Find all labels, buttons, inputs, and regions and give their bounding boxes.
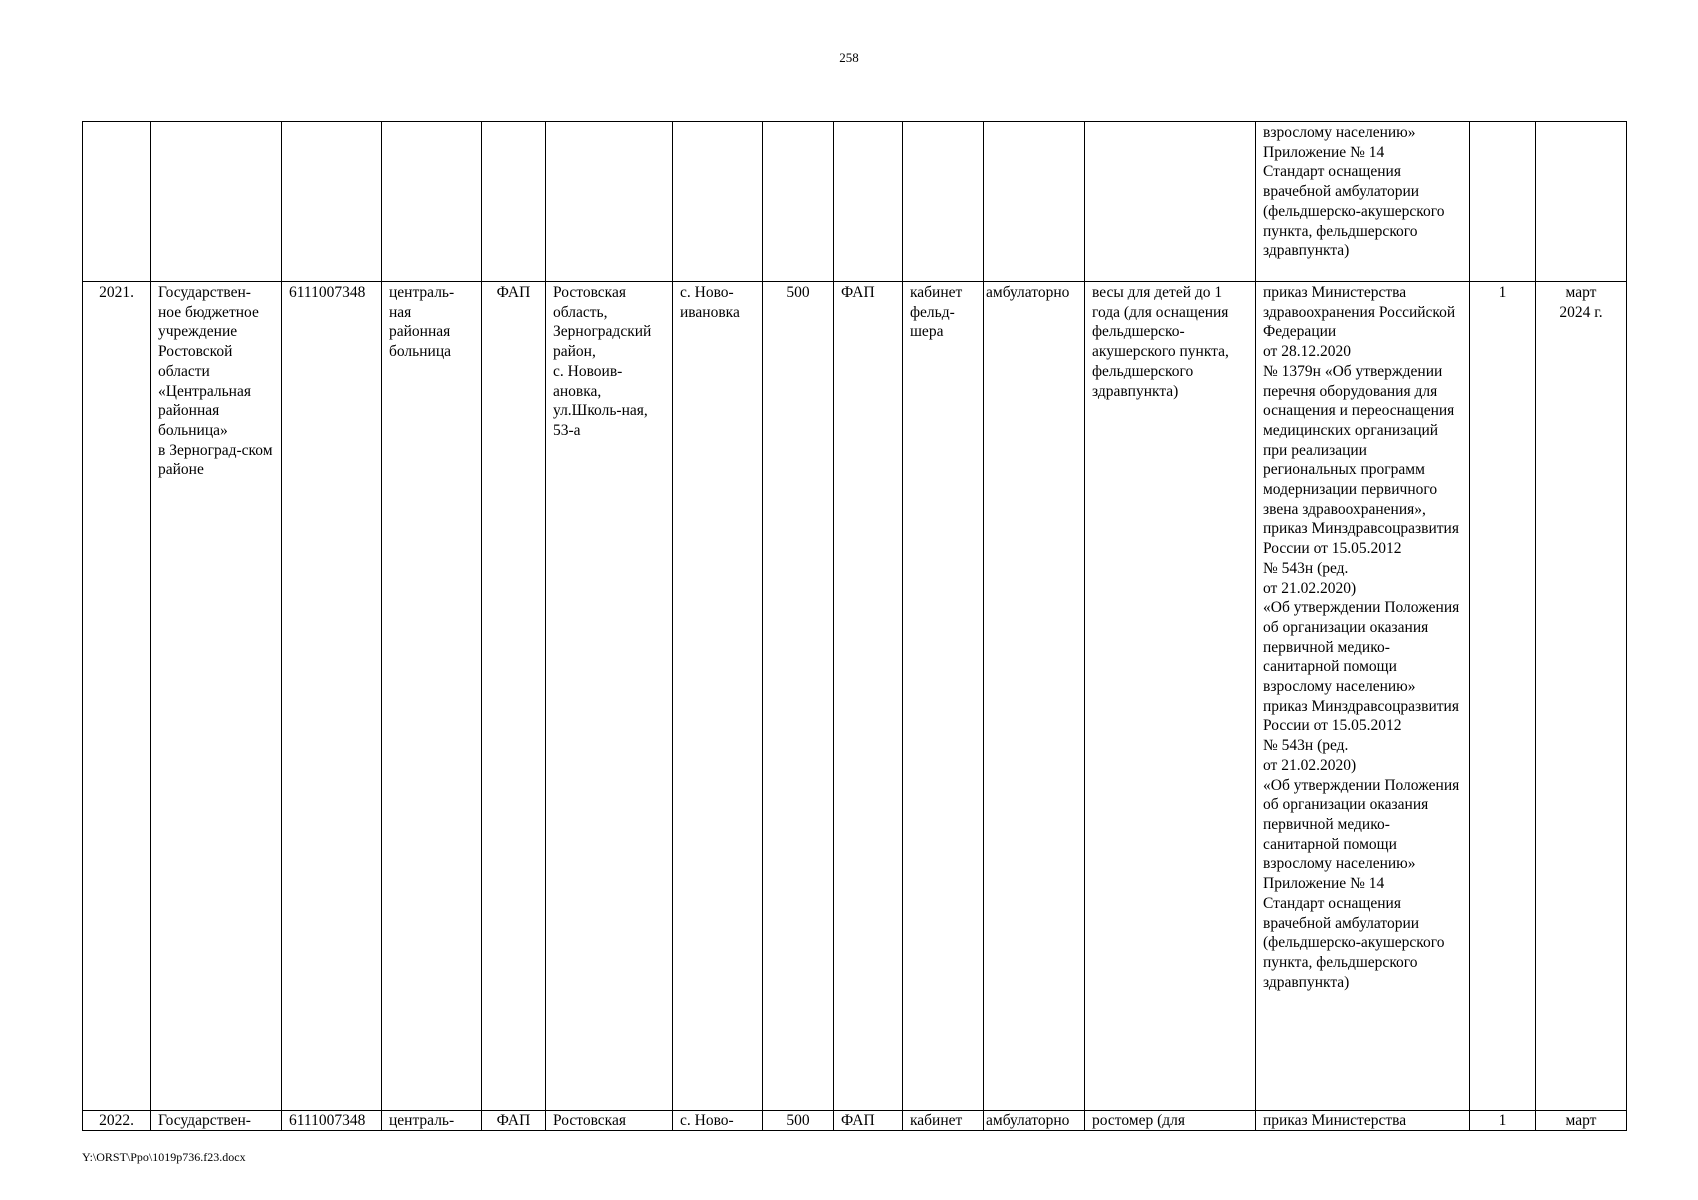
cell-unit: ФАП	[834, 282, 903, 1111]
cell-quantity	[1470, 122, 1536, 282]
cell-legal-basis: приказ Министерства здравоохранения Российской Федерации от 28.12.2020 № 1379н «Об утверждении перечня оборудования для оснащения и переоснащения медицинских организаций при реализации региональных программ модернизации первичного звена здравоохранения», приказ Минздравсоцразвития России от 15.05.2012 № 543н (ред. от 21.02.2020) «Об утверждении Положения об организации оказания первичной медико-санитарной помощи взрослому населению» приказ Минздравсоцразвития России от 15.05.2012 № 543н (ред. от 21.02.2020) «Об утверждении Положения об организации оказания первичной медико-санитарной помощи взрослому населению» Приложение № 14 Стандарт оснащения врачебной амбулатории (фельдшерско-акушерского пункта, фельдшерского здравпункта)	[1256, 282, 1470, 1111]
cell-room	[903, 122, 984, 282]
table-row	[83, 122, 1627, 282]
footer-file-path: Y:\ORST\Ppo\1019p736.f23.docx	[82, 1150, 246, 1164]
cell-facility-kind: ФАП	[482, 1111, 546, 1131]
cell-date	[1536, 122, 1627, 282]
cell-organization	[151, 122, 282, 282]
cell-legal-basis: взрослому населению» Приложение № 14 Стандарт оснащения врачебной амбулатории (фельдшерско-акушерского пункта, фельдшерского здравпункта)	[1256, 122, 1470, 282]
cell-address	[546, 122, 673, 282]
cell-date: март 2024 г.	[1536, 282, 1627, 1111]
cell-room: кабинет	[903, 1111, 984, 1131]
cell-facility-type: централь-	[382, 1111, 482, 1131]
cell-equipment	[1085, 122, 1256, 282]
cell-legal-basis: приказ Министерства	[1256, 1111, 1470, 1131]
cell-inn	[282, 122, 382, 282]
cell-settlement	[673, 122, 763, 282]
cell-number: 2022.	[83, 1111, 151, 1131]
cell-mode: амбулаторно	[984, 1111, 1085, 1131]
cell-room: кабинет фельд-шера	[903, 282, 984, 1111]
cell-settlement: с. Ново-ивановка	[673, 282, 763, 1111]
cell-quantity: 1	[1470, 282, 1536, 1111]
cell-inn: 6111007348	[282, 1111, 382, 1131]
table-row	[83, 282, 1627, 1111]
cell-population: 500	[763, 282, 834, 1111]
cell-inn: 6111007348	[282, 282, 382, 1111]
page-number: 258	[839, 50, 859, 65]
cell-organization: Государствен-ное бюджетное учреждение Ростовской области «Центральная районная больница» в Зерноград-ском районе	[151, 282, 282, 1111]
cell-equipment: весы для детей до 1 года (для оснащения фельдшерско-акушерского пункта, фельдшерского здравпункта)	[1085, 282, 1256, 1111]
equipment-table	[82, 121, 1627, 1131]
cell-equipment: ростомер (для	[1085, 1111, 1256, 1131]
cell-mode: амбулаторно	[984, 282, 1085, 1111]
cell-facility-kind	[482, 122, 546, 282]
cell-population	[763, 122, 834, 282]
cell-facility-type	[382, 122, 482, 282]
cell-quantity: 1	[1470, 1111, 1536, 1131]
cell-address: Ростовская	[546, 1111, 673, 1131]
cell-mode	[984, 122, 1085, 282]
cell-population: 500	[763, 1111, 834, 1131]
cell-facility-kind: ФАП	[482, 282, 546, 1111]
cell-unit	[834, 122, 903, 282]
cell-number	[83, 122, 151, 282]
table-row	[83, 1111, 1627, 1131]
cell-facility-type: централь-ная районная больница	[382, 282, 482, 1111]
cell-organization: Государствен-	[151, 1111, 282, 1131]
cell-date: март	[1536, 1111, 1627, 1131]
cell-settlement: с. Ново-	[673, 1111, 763, 1131]
cell-address: Ростовская область, Зерноградский район, с. Новоив-ановка, ул.Школь-ная, 53-а	[546, 282, 673, 1111]
cell-number: 2021.	[83, 282, 151, 1111]
cell-unit: ФАП	[834, 1111, 903, 1131]
